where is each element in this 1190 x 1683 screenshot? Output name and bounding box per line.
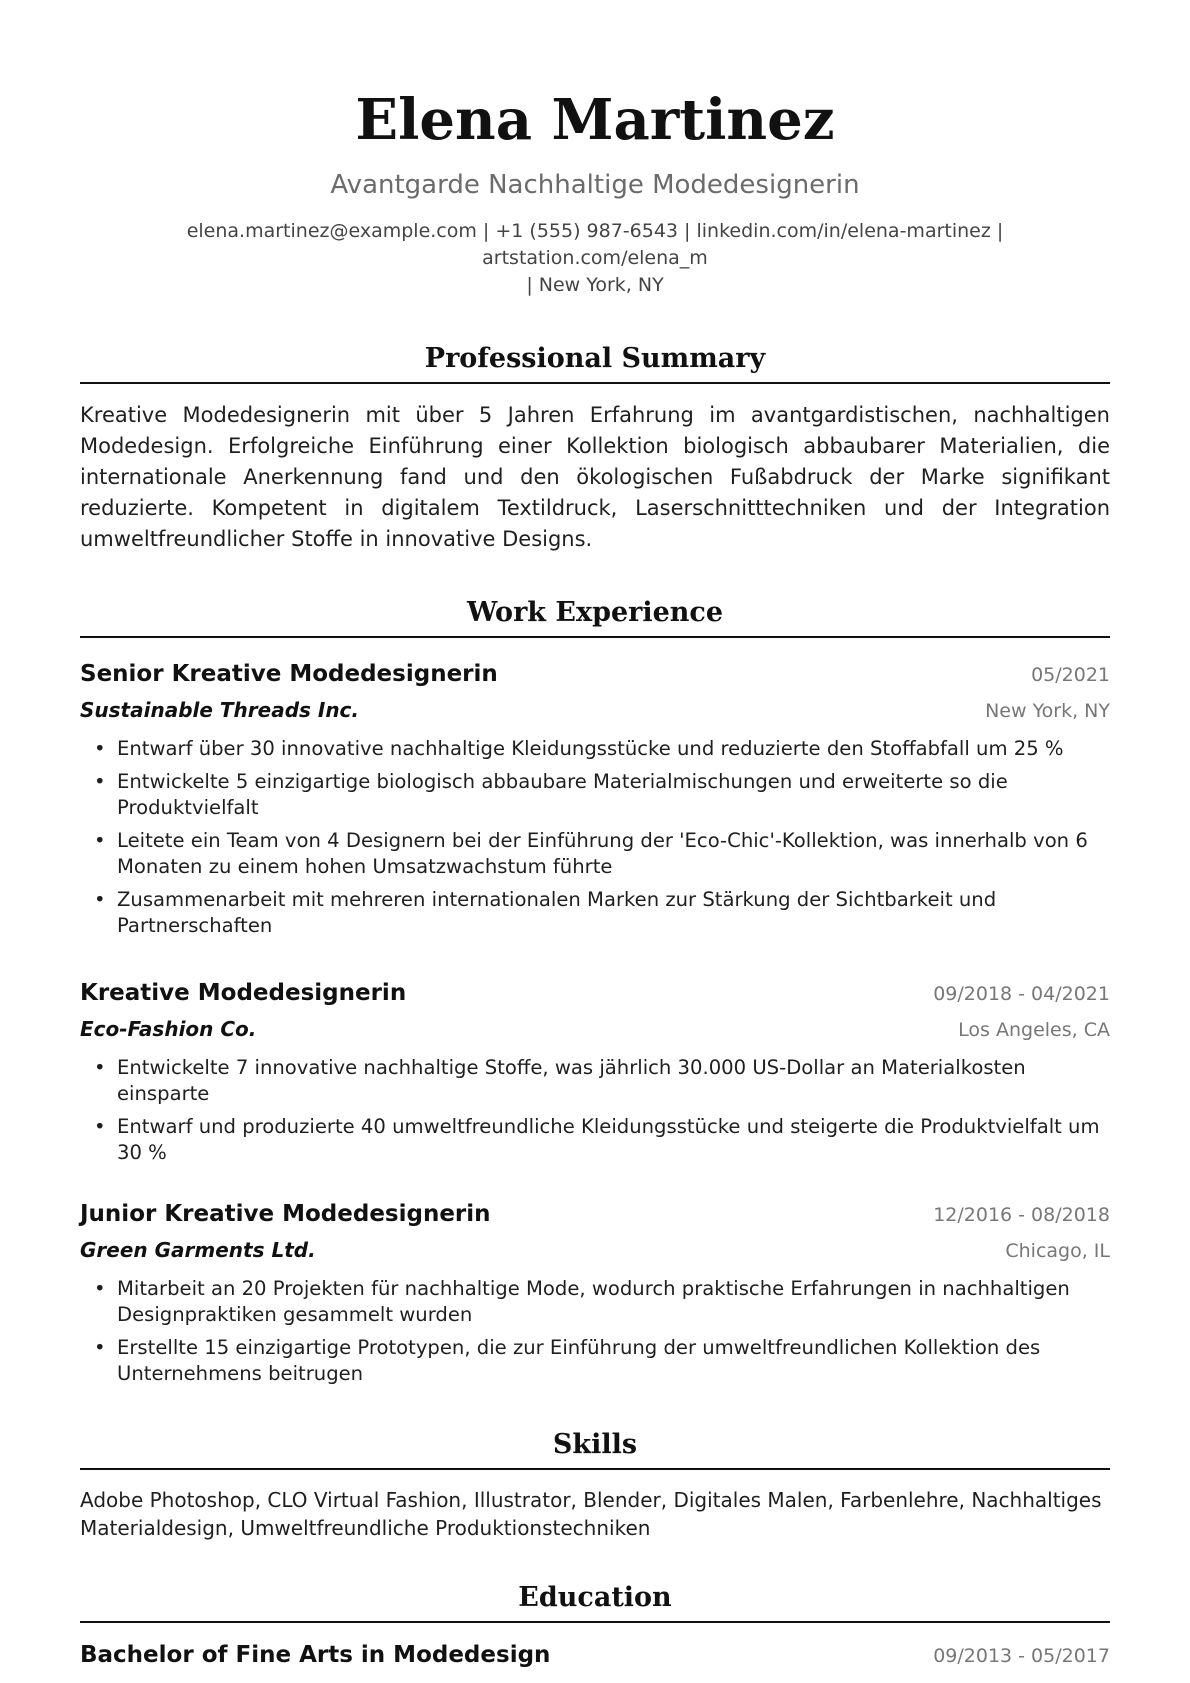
job-title: Senior Kreative Modedesignerin (80, 661, 498, 687)
bullet-text: Mitarbeit an 20 Projekten für nachhaltige Mode, wodurch praktische Erfahrungen in nachhaltigen Designpraktiken gesammelt wurden (117, 1277, 1070, 1326)
contact-line-2: | New York, NY (526, 274, 664, 296)
company-name: Green Garments Ltd. (80, 1238, 316, 1262)
resume-header (80, 0, 1110, 299)
job-location: New York, NY (985, 700, 1110, 722)
bullet-item (80, 1114, 1110, 1166)
summary-section (80, 339, 1110, 555)
bullet-item (80, 1335, 1110, 1387)
bullet-dot-icon: • (94, 737, 106, 760)
summary-heading: Professional Summary (80, 339, 1110, 384)
skills-section (80, 1425, 1110, 1542)
bullet-text: Leitete ein Team von 4 Designern bei der Einführung der 'Eco-Chic'-Kollektion, was innerhalb von 6 Monaten zu einem hohen Umsatzwachstum führte (117, 829, 1088, 878)
experience-section (80, 593, 1110, 1387)
job-date: 12/2016 - 08/2018 (933, 1204, 1110, 1226)
candidate-subtitle: Avantgarde Nachhaltige Modedesignerin (330, 170, 860, 200)
bullet-item (80, 1276, 1110, 1328)
bullet-dot-icon: • (94, 1277, 106, 1300)
bullet-item (80, 736, 1110, 762)
job-location: Chicago, IL (1005, 1240, 1110, 1262)
bullet-item (80, 769, 1110, 821)
job-entry (80, 1196, 1110, 1387)
job-header (80, 975, 1110, 1011)
bullet-text: Entwickelte 7 innovative nachhaltige Stoffe, was jährlich 30.000 US-Dollar an Materialkosten einsparte (117, 1056, 1026, 1105)
job-date: 05/2021 (1031, 664, 1110, 686)
bullet-text: Erstellte 15 einzigartige Prototypen, die zur Einführung der umweltfreundlichen Kollektion des Unternehmens beitrugen (117, 1336, 1041, 1385)
job-bullets (80, 1276, 1110, 1387)
bullet-dot-icon: • (94, 888, 106, 911)
company-name: Sustainable Threads Inc. (80, 698, 360, 722)
job-date: 09/2018 - 04/2021 (933, 983, 1110, 1005)
degree-title: Bachelor of Fine Arts in Modedesign (80, 1642, 551, 1668)
job-subheader (80, 1011, 1110, 1047)
education-date: 09/2013 - 05/2017 (933, 1645, 1110, 1667)
bullet-dot-icon: • (94, 770, 106, 793)
bullet-text: Entwickelte 5 einzigartige biologisch abbaubare Materialmischungen und erweiterte so die Produktvielfalt (117, 770, 1008, 819)
job-location: Los Angeles, CA (958, 1019, 1110, 1041)
bullet-dot-icon: • (94, 1056, 106, 1079)
contact-line-1: elena.martinez@example.com | +1 (555) 987-6543 | linkedin.com/in/elena-martinez | artstation.com/elena_m (186, 220, 1004, 269)
summary-text: Kreative Modedesignerin mit über 5 Jahren Erfahrung im avantgardistischen, nachhaltigen Modedesign. Erfolgreiche Einführung einer Kollektion biologisch abbaubarer Materialien, die internationale Anerkennung fand und den ökologischen Fußabdruck der Marke signifikant reduzierte. Kompetent in digitalem Textildruck, Laserschnitttechniken und der Integration umweltfreundlicher Stoffe in innovative Designs. (80, 403, 1110, 551)
bullet-dot-icon: • (94, 829, 106, 852)
education-entry (80, 1637, 1110, 1673)
job-subheader (80, 1232, 1110, 1268)
education-section (80, 1578, 1110, 1673)
job-title: Junior Kreative Modedesignerin (80, 1201, 491, 1227)
job-bullets (80, 1055, 1110, 1166)
bullet-dot-icon: • (94, 1336, 106, 1359)
bullet-text: Entwarf über 30 innovative nachhaltige Kleidungsstücke und reduzierte den Stoffabfall um 25 % (117, 737, 1064, 760)
education-heading: Education (80, 1578, 1110, 1623)
bullet-item (80, 887, 1110, 939)
bullet-dot-icon: • (94, 1115, 106, 1138)
job-entry (80, 975, 1110, 1166)
job-header (80, 656, 1110, 692)
company-name: Eco-Fashion Co. (80, 1017, 257, 1041)
skills-heading: Skills (80, 1425, 1110, 1470)
bullet-text: Zusammenarbeit mit mehreren internationalen Marken zur Stärkung der Sichtbarkeit und Partnerschaften (117, 888, 997, 937)
bullet-item (80, 1055, 1110, 1107)
job-header (80, 1196, 1110, 1232)
job-subheader (80, 692, 1110, 728)
bullet-item (80, 828, 1110, 880)
skills-text: Adobe Photoshop, CLO Virtual Fashion, Illustrator, Blender, Digitales Malen, Farbenlehre, Nachhaltiges Materialdesign, Umweltfreundliche Produktionstechniken (80, 1488, 1102, 1540)
job-entry (80, 656, 1110, 939)
candidate-name: Elena Martinez (355, 87, 835, 153)
contact-info (80, 218, 1110, 299)
job-bullets (80, 736, 1110, 939)
job-title: Kreative Modedesignerin (80, 980, 407, 1006)
bullet-text: Entwarf und produzierte 40 umweltfreundliche Kleidungsstücke und steigerte die Produktvielfalt um 30 % (117, 1115, 1100, 1164)
experience-heading: Work Experience (80, 593, 1110, 638)
